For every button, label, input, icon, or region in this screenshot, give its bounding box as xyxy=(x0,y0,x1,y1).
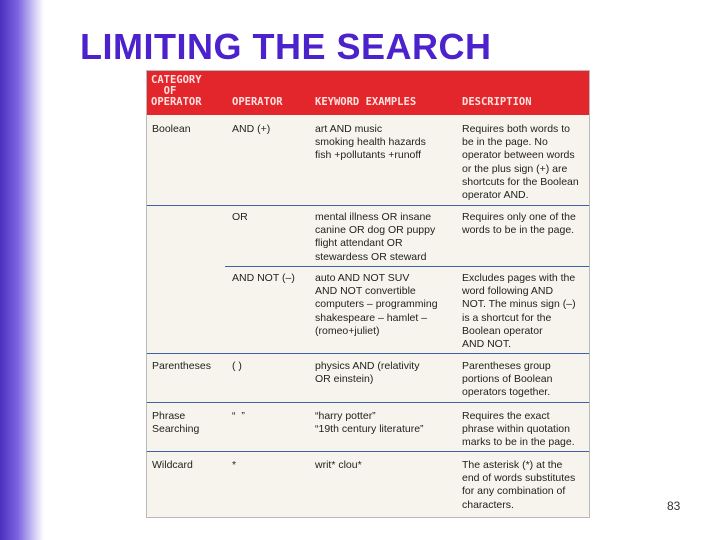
row-divider xyxy=(147,353,589,354)
decorative-side-bar xyxy=(0,0,44,540)
header-keyword-examples: KEYWORD EXAMPLES xyxy=(315,96,417,108)
header-operator: OPERATOR xyxy=(232,96,283,108)
row-or-keywords: mental illness OR insane canine OR dog OR puppy flight attendant OR stewardess OR steward xyxy=(315,211,436,263)
row-wildcard-description: The asterisk (*) at the end of words substitutes for any combination of characters. xyxy=(462,459,576,511)
row-and-not-description: Excludes pages with the word following AND NOT. The minus sign (–) is a shortcut for the Boolean operator AND NOT. xyxy=(462,272,576,351)
header-category: CATEGORY OF OPERATOR xyxy=(151,74,202,108)
row-or-operator: OR xyxy=(232,211,248,223)
row-phrase-keywords: “harry potter” “19th century literature” xyxy=(315,410,424,436)
row-parentheses-keywords: physics AND (relativity OR einstein) xyxy=(315,360,420,386)
page-number: 83 xyxy=(667,499,681,513)
row-boolean-description: Requires both words to be in the page. No operator between words or the plus sign (+) are shortcuts for the Boolean operator AND. xyxy=(462,123,579,202)
search-operators-table xyxy=(146,70,590,518)
row-boolean-operator: AND (+) xyxy=(232,123,271,135)
row-boolean-keywords: art AND music smoking health hazards fish +pollutants +runoff xyxy=(315,123,426,162)
row-divider xyxy=(225,266,589,267)
row-and-not-operator: AND NOT (–) xyxy=(232,272,295,284)
row-parentheses-category: Parentheses xyxy=(152,360,211,372)
row-divider xyxy=(147,205,589,206)
row-phrase-category: Phrase Searching xyxy=(152,410,200,436)
row-or-description: Requires only one of the words to be in the page. xyxy=(462,211,576,237)
row-divider xyxy=(147,451,589,452)
slide-title: LIMITING THE SEARCH xyxy=(80,26,492,67)
row-divider xyxy=(147,402,589,403)
header-description: DESCRIPTION xyxy=(462,96,532,108)
row-boolean-category: Boolean xyxy=(152,123,191,135)
row-and-not-keywords: auto AND NOT SUV AND NOT convertible computers – programming shakespeare – hamlet – (romeo+juliet) xyxy=(315,272,438,337)
row-wildcard-category: Wildcard xyxy=(152,459,193,471)
row-parentheses-description: Parentheses group portions of Boolean operators together. xyxy=(462,360,553,399)
row-parentheses-operator: ( ) xyxy=(232,360,242,372)
row-phrase-description: Requires the exact phrase within quotation marks to be in the page. xyxy=(462,410,575,449)
row-wildcard-keywords: writ* clou* xyxy=(315,459,362,471)
row-phrase-operator: “ ” xyxy=(232,410,245,422)
row-wildcard-operator: * xyxy=(232,459,237,471)
table-header xyxy=(147,71,589,115)
